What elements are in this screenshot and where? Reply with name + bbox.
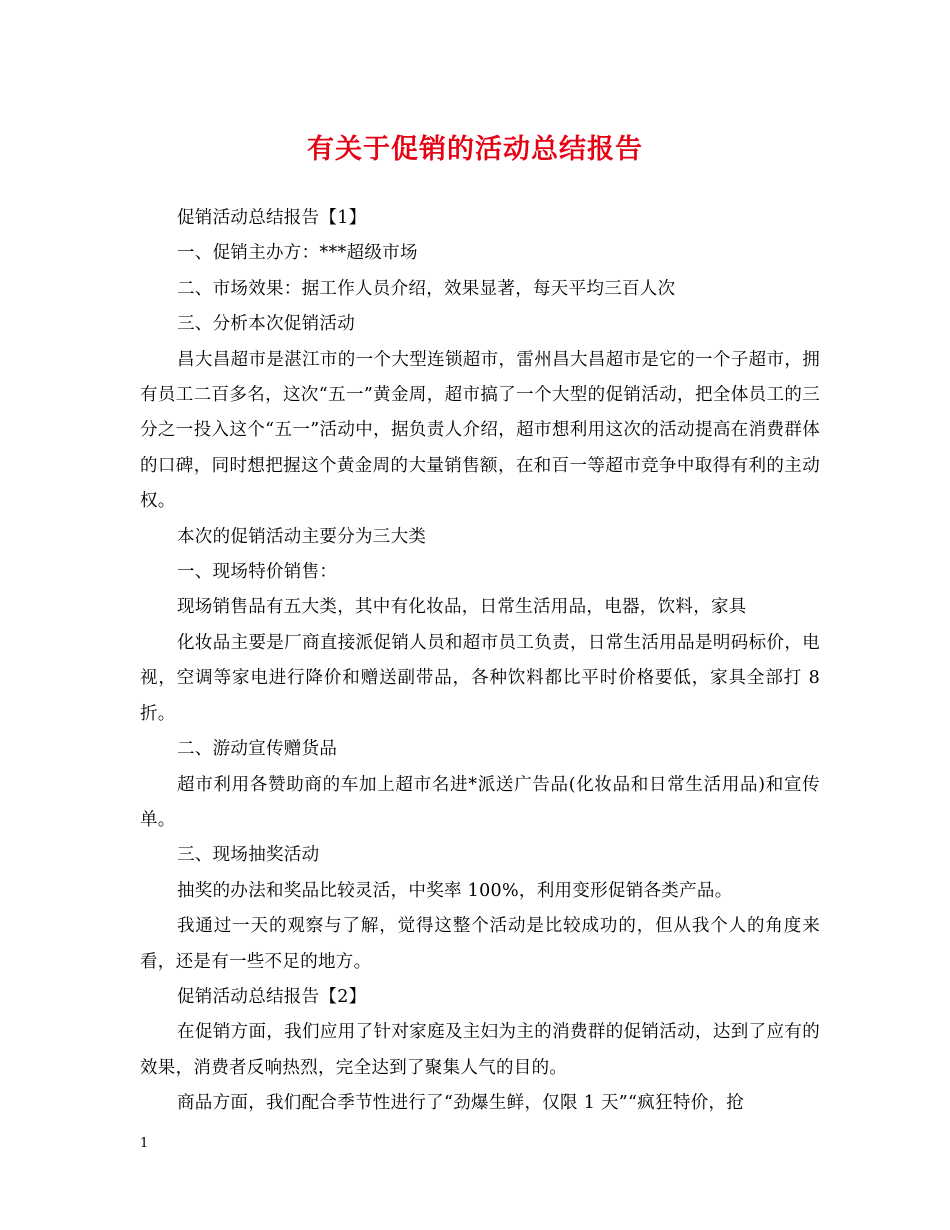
paragraph: 商品方面，我们配合季节性进行了“劲爆生鲜，仅限 1 天”“疯狂特价，抢 xyxy=(177,1093,745,1114)
paragraph: 抽奖的办法和奖品比较灵活，中奖率 100%，利用变形促销各类产品。 xyxy=(177,880,733,901)
section-heading: 促销活动总结报告【1】 xyxy=(177,208,367,228)
document-title: 有关于促销的活动总结报告 xyxy=(307,134,643,165)
paragraph: 一、促销主办方：***超级市场 xyxy=(177,243,418,264)
page-number: 1 xyxy=(140,1136,149,1151)
paragraph: 二、市场效果：据工作人员介绍，效果显著，每天平均三百人次 xyxy=(177,278,676,299)
paragraph: 三、分析本次促销活动 xyxy=(177,314,355,335)
paragraph: 三、现场抽奖活动 xyxy=(177,845,320,866)
paragraph: 一、现场特价销售： xyxy=(177,562,338,583)
paragraph: 化妆品主要是厂商直接派促销人员和超市员工负责，日常生活用品是明码标价，电视，空调等家电进行降价和赠送副带品，各种饮料都比平时价格要低，家具全部打 8 折。 xyxy=(140,632,820,724)
section-heading: 促销活动总结报告【2】 xyxy=(177,986,367,1007)
paragraph: 本次的促销活动主要分为三大类 xyxy=(177,526,427,547)
paragraph: 二、游动宣传赠货品 xyxy=(177,739,338,760)
paragraph: 现场销售品有五大类，其中有化妆品，日常生活用品，电器，饮料，家具 xyxy=(177,597,747,618)
paragraph: 昌大昌超市是湛江市的一个大型连锁超市，雷州昌大昌超市是它的一个子超市，拥有员工二百多名，这次“五一”黄金周，超市搞了一个大型的促销活动，把全体员工的三分之一投入这个“五一”活动中，据负责人介绍，超市想利用这次的活动提高在消费群体的口碑，同时想把握这个黄金周的大量销售额，在和百一等超市竞争中取得有利的主动权。 xyxy=(140,349,820,512)
document-body xyxy=(140,201,820,1122)
paragraph: 在促销方面，我们应用了针对家庭及主妇为主的消费群的促销活动，达到了应有的效果，消费者反响热烈，完全达到了聚集人气的目的。 xyxy=(140,1022,820,1078)
paragraph: 超市利用各赞助商的车加上超市名进*派送广告品(化妆品和日常生活用品)和宣传单。 xyxy=(140,774,820,830)
paragraph: 我通过一天的观察与了解，觉得这整个活动是比较成功的，但从我个人的角度来看，还是有一些不足的地方。 xyxy=(140,916,820,972)
